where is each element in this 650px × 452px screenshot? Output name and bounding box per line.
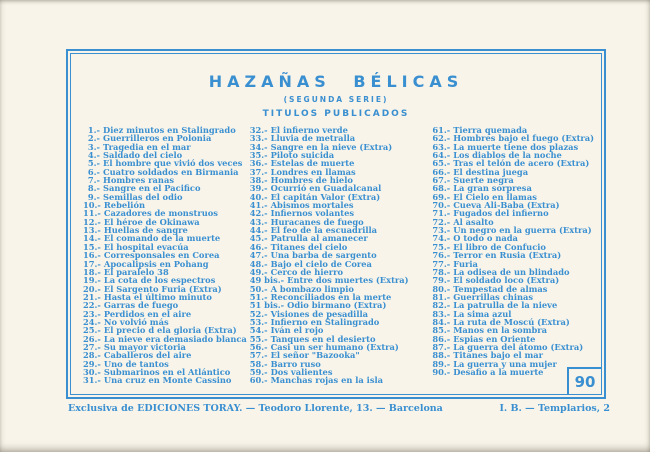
list-item-number: 87.- [432,341,451,352]
list-item-number: 58.- [249,358,268,369]
list-item-number: 47.- [249,250,268,261]
list-item-number: 14.- [83,233,101,244]
list-item-number: 49 bis.- [249,275,285,286]
list-item-number: 4.- [87,150,100,161]
list-item-number: 39.- [249,183,268,194]
list-item-title: Sangre en el Pacifico [103,183,201,194]
list-item-title: El hombre que vivió dos veces [103,158,243,169]
list-item-number: 1.- [87,125,100,135]
list-item-title: Entre dos muertes (Extra) [287,275,409,286]
list-item-number: 36.- [249,158,268,169]
list-item-number: 85.- [432,325,451,336]
list-item-title: Hombres de hielo [270,175,353,186]
list-item-number: 44.- [249,225,268,236]
list-item-number: 15.- [83,241,101,252]
list-item-title: Bajo el cielo de Corea [270,258,372,269]
list-item-number: 73.- [432,225,451,236]
list-item-title: No volvió más [103,316,169,327]
list-item-title: La gran sorpresa [453,183,532,194]
list-item-number: 35.- [249,150,268,161]
list-item-title: Saldado del cielo [103,150,183,161]
list-item-number: 49.- [249,266,268,277]
list-item-title: Al asalto [453,216,494,227]
list-item-title: Casi un ser humano (Extra) [270,341,399,352]
list-item-title: La sima azul [453,308,512,319]
list-item-number: 81.- [432,291,451,302]
list-item-number: 57.- [249,350,268,361]
titles-list [71,126,601,385]
list-item-title: Terror en Rusia (Extra) [453,250,562,261]
list-item-title: Barro ruso [270,358,321,369]
list-item-number: 54.- [249,325,268,336]
list-item-title: Uno de tantos [103,358,169,369]
list-item-title: Infiernos volantes [270,208,355,219]
list-item-title: Ocurrió en Guadalcanal [270,183,382,194]
list-item-number: 65.- [432,158,451,169]
list-item-number: 77.- [432,258,451,269]
list-item-number: 22.- [83,300,101,311]
list-item-title: Fugados del infierno [453,208,549,219]
list-item-title: El infierno verde [270,125,348,135]
list-item-number: 24.- [83,316,101,327]
list-item-number: 67.- [432,175,451,186]
list-item-title: Tras el telón de acero (Extra) [453,158,590,169]
list-item-number: 43.- [249,216,268,227]
list-item-number: 42.- [249,208,268,219]
issue-number-badge: 90 [567,367,601,394]
list-item-title: El destina juega [453,166,529,177]
list-item-number: 48.- [249,258,268,269]
list-item-number: 75.- [432,241,451,252]
list-item-title: Garras de fuego [103,300,179,311]
list-item-title: Diez minutos en Stalingrado [103,125,236,135]
list-item-number: 23.- [83,308,101,319]
titles-column-1 [83,126,250,385]
list-item-title: Desafio a la muerte [453,366,544,377]
list-item-title: La ruta de Moscú (Extra) [453,316,570,327]
list-item-number: 10.- [83,200,101,211]
list-item-number: 20.- [83,283,101,294]
list-item-number: 86.- [432,333,451,344]
list-item-title: Patrulla al amanecer [270,233,368,244]
list-item-number: 63.- [432,141,451,152]
list-item-title: El héroe de Okinawa [103,216,200,227]
list-item-number: 41.- [249,200,268,211]
list-item-number: 13.- [83,225,101,236]
list-item-number: 78.- [432,266,451,277]
list-item-title: Piloto suicida [270,150,335,161]
list-item-title: Cazadores de monstruos [103,208,218,219]
list-item-title: Titanes del cielo [270,241,348,252]
list-item-title: El capitán Valor (Extra) [270,191,381,202]
list-item-title: Odio birmano (Extra) [287,300,387,311]
list-item-title: Manos en la sombra [453,325,548,336]
list-item-title: Tierra quemada [453,125,528,135]
list-item-number: 52.- [249,308,268,319]
list-item-number: 56.- [249,341,268,352]
list-item-number: 90.- [432,366,451,377]
list-item-title: Corresponsales en Corea [103,250,220,261]
list-item-number: 6.- [87,166,100,177]
list-item-title: El Sargento Furia (Extra) [103,283,222,294]
list-item-number: 21.- [83,291,101,302]
list-item-number: 53.- [249,316,268,327]
list-item-title: Un negro en la guerra (Extra) [453,225,592,236]
list-item-number: 7.- [87,175,100,186]
list-item-number: 59.- [249,366,268,377]
list-item-number: 51 bis.- [249,300,285,311]
list-item-number: 34.- [249,141,268,152]
list-item-title: Espias en Oriente [453,333,536,344]
list-item-number: 89.- [432,358,451,369]
list-item-number: 71.- [432,208,451,219]
list-item-number: 18.- [83,266,101,277]
list-item-number: 32.- [249,125,268,135]
list-item-title: Titanes bajo el mar [453,350,544,361]
list-item-number: 29.- [83,358,101,369]
list-item-title: Visiones de pesadilla [270,308,369,319]
inner-border [70,53,602,395]
list-item-title: Huracanes de fuego [270,216,364,227]
list-item-title: El libro de Confucio [453,241,546,252]
list-item [250,376,433,384]
list-item-title: Apocalipsis en Pohang [103,258,209,269]
list-item-number: 28.- [83,350,101,361]
titles-column-3 [432,126,601,385]
list-item-title: Su mayor victoria [103,341,186,352]
list-item-number: 66.- [432,166,451,177]
list-item-number: 60.- [249,375,268,386]
list-item-number: 51.- [249,291,268,302]
list-item-title: Hasta el último minuto [103,291,212,302]
list-item-title: La guerra del átomo (Extra) [453,341,584,352]
list-item-title: O todo o nada [453,233,518,244]
list-item-number: 83.- [432,308,451,319]
list-item-title: Tragedia en el mar [103,141,191,152]
list-item-number: 69.- [432,191,451,202]
list-item-number: 30.- [83,366,101,377]
list-item-number: 84.- [432,316,451,327]
list-item-title: Huellas de sangre [103,225,188,236]
list-item-title: La guerra y una mujer [453,358,557,369]
list-item-title: A bombazo limpio [270,283,354,294]
list-item-number: 55.- [249,333,268,344]
list-item-number: 9.- [87,191,100,202]
list-item-title: Infierno en Stalingrado [270,316,380,327]
list-item-title: Semillas del odio [103,191,183,202]
list-item-number: 37.- [249,166,268,177]
list-item-number: 82.- [432,300,451,311]
list-item-title: Caballeros del aire [103,350,192,361]
list-item [83,376,250,384]
list-item-title: La nieve era demasiado blanca [103,333,247,344]
list-item-title: Sangre en la nieve (Extra) [270,141,393,152]
list-item-number: 16.- [83,250,101,261]
list-item-title: Dos valientes [270,366,333,377]
list-item-title: Reconciliados en la merte [270,291,392,302]
list-item-title: Hombres bajo el fuego (Extra) [453,133,595,144]
list-item-number: 46.- [249,241,268,252]
list-item-title: Lluvia de metralla [270,133,356,144]
list-item-number: 3.- [87,141,100,152]
page-title: HAZAÑAS BÉLICAS [208,72,464,91]
list-item-number: 40.- [249,191,268,202]
list-item-number: 25.- [83,325,101,336]
list-item-number: 31.- [83,375,101,386]
list-item-number: 50.- [249,283,268,294]
list-item-title: Estelas de muerte [270,158,355,169]
list-item-title: La odisea de un blindado [453,266,570,277]
list-item-number: 12.- [83,216,101,227]
list-item-number: 70.- [432,200,451,211]
list-item-title: El señor "Bazooka" [270,350,360,361]
list-item-title: El precio d ela gloria (Extra) [103,325,237,336]
list-item-title: Perdidos en el aire [103,308,192,319]
list-item-number: 26.- [83,333,101,344]
list-item-title: Cueva Ali-Baba (Extra) [453,200,560,211]
list-item-number: 72.- [432,216,451,227]
list-item-number: 68.- [432,183,451,194]
list-item-title: Cuatro soldados en Birmania [103,166,239,177]
list-item-number: 17.- [83,258,101,269]
list-item-number: 61.- [432,125,451,135]
section-heading: TITULOS PUBLICADOS [262,109,410,119]
list-item-title: Guerrillas chinas [453,291,534,302]
list-item-title: Una barba de sargento [270,250,377,261]
series-subtitle: (SEGUNDA SERIE) [283,95,389,104]
titles-column-2 [250,126,433,385]
list-item-title: El Cielo en llamas [453,191,537,202]
list-item-title: Tempestad de almas [453,283,548,294]
list-item-title: Londres en llamas [270,166,356,177]
list-item-title: Iván el rojo [270,325,324,336]
list-item-number: 2.- [87,133,100,144]
list-item-title: El paralelo 38 [103,266,169,277]
list-item-title: Guerrilleros en Polonia [103,133,212,144]
list-item-title: Submarinos en el Atlántico [103,366,231,377]
list-item-number: 88.- [432,350,451,361]
list-item-number: 74.- [432,233,451,244]
list-item-number: 19.- [83,275,101,286]
list-item-number: 45.- [249,233,268,244]
list-item-number: 76.- [432,250,451,261]
list-item-number: 64.- [432,150,451,161]
list-item-title: Los diablos de la noche [453,150,562,161]
list-item-title: Hombres ranas [103,175,174,186]
imprint-line [0,403,650,414]
list-item-number: 27.- [83,341,101,352]
list-item-number: 11.- [83,208,101,219]
list-item-title: Furia [453,258,478,269]
list-item-title: Tanques en el desierto [270,333,376,344]
list-item-number: 80.- [432,283,451,294]
list-item-title: La cota de los espectros [103,275,216,286]
list-item-number: 8.- [87,183,100,194]
list-item-number: 62.- [432,133,451,144]
list-item-title: La muerte tiene dos plazas [453,141,579,152]
list-item-title: El feo de la escuadrilla [270,225,378,236]
publisher-imprint: Exclusiva de EDICIONES TORAY. — Teodoro Llorente, 13. — Barcelona [68,403,443,414]
list-item-number: 5.- [87,158,100,169]
list-item-number: 79.- [432,275,451,286]
printer-imprint: I. B. — Templarios, 2 [499,403,610,414]
border-frame [66,49,606,399]
list-item-title: El hospital evacúa [103,241,189,252]
list-item-title: El comando de la muerte [103,233,221,244]
list-item-title: Suerte negra [453,175,514,186]
list-item-title: Una cruz en Monte Cassino [103,375,232,386]
list-item-title: El soldado loco (Extra) [453,275,560,286]
list-item-title: Cerco de hierro [270,266,344,277]
list-item-title: Rebelión [103,200,146,211]
list-item-number: 38.- [249,175,268,186]
list-item-title: Abismos mortales [270,200,354,211]
list-item-title: La patrulla de la nieve [453,300,558,311]
list-item-number: 33.- [249,133,268,144]
list-item-title: Manchas rojas en la isla [270,375,384,386]
